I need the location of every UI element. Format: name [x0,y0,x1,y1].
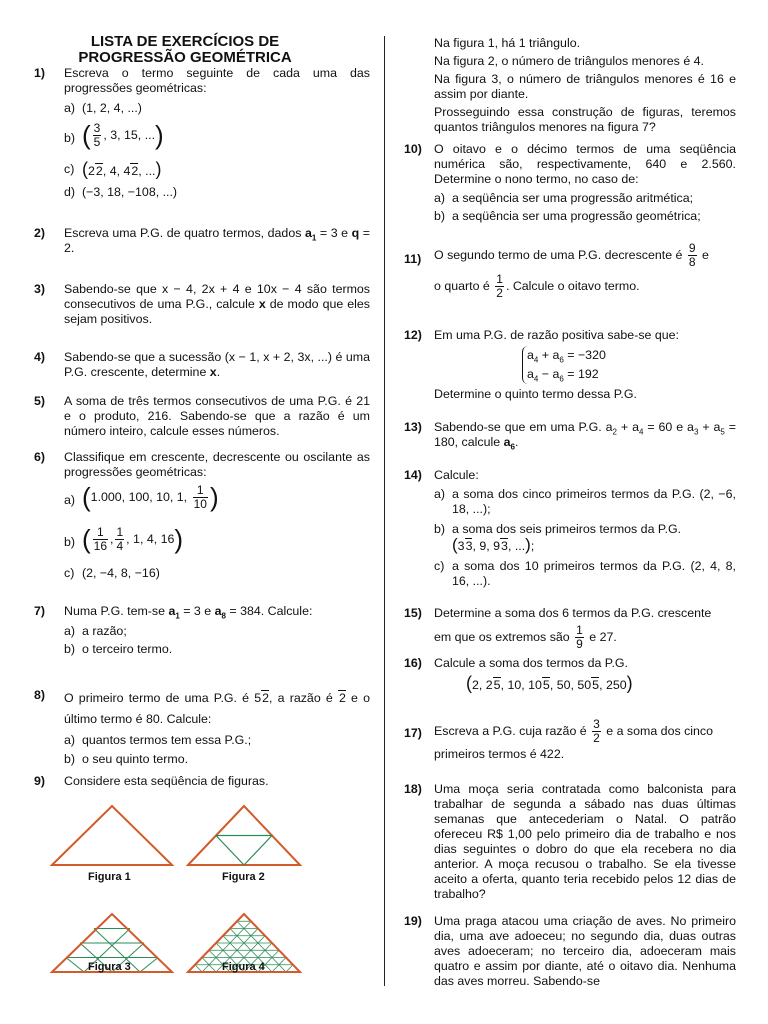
item-label: b) [434,522,446,536]
question-10 [404,142,736,224]
page-title [60,34,310,66]
item-d [64,185,370,200]
radical: 5 [542,678,550,692]
denominator: 2 [593,731,600,745]
figure-1-triangle [52,806,172,865]
item-a [434,487,736,517]
question-text: Calcule: [434,468,479,482]
text: Escreva a P.G. cuja razão é [434,723,587,738]
item-label: b) [64,642,76,656]
item-b [434,522,736,554]
triangle-figures-svg [48,800,308,980]
fraction [688,242,697,269]
question-number: 13) [404,420,422,434]
figure-3-caption: Figura 3 [88,961,131,973]
question-text-2: Determine o quinto termo dessa P.G. [434,387,637,401]
var: a [527,367,534,381]
item-label: c) [64,566,75,580]
question-text: O oitavo e o décimo termos de uma seqüência numérica são, respectivamente, 640 e 2.560. Determine o nono termo, no caso de: [434,142,736,186]
denominator: 16 [93,539,108,553]
question-number: 10) [404,142,422,156]
item-c [64,159,370,179]
text: e o último termo é 80. Calcule: [64,691,370,726]
numerator: 1 [93,526,108,540]
item-a [434,191,736,206]
question-text: Escreva o termo seguinte de cada uma das progressões geométricas: [64,66,370,95]
item-label: a) [64,493,76,507]
text: = −320 [563,348,606,362]
sequence-rest: , 3, 15, ... [103,127,156,142]
sub: 8 [221,611,226,621]
text: Sabendo-se que x − 4, 2x + 4 e 10x − 4 são termos consecutivos de uma P.G., calcule [64,282,370,311]
item-text: a soma dos 10 primeiros termos da P.G. (2, 4, 8, 16, ...). [452,559,736,588]
question-9-continuation [404,36,736,141]
item-b [64,122,370,156]
item-a [64,484,370,518]
denominator: 4 [116,539,124,553]
question-17 [404,718,736,762]
numerator: 1 [193,484,208,498]
numerator: 1 [496,272,503,286]
question-text: Considere esta seqüência de figuras. [64,774,269,788]
sub: 4 [533,355,539,365]
question-text [434,242,736,300]
question-18 [404,782,736,902]
numerator: 1 [116,525,124,539]
sub: 5 [720,427,725,437]
question-number: 17) [404,726,422,740]
item-text: (1.000, 100, 10, 1, $\frac{1}{10}$ ) [82,482,219,512]
text: . Calcule o oitavo termo. [505,278,640,293]
text: = 2. [64,226,371,255]
item-text: ( $\frac{3}{5}$ , 3, 15, ...) [82,120,164,150]
sub: 1 [175,611,180,621]
sub: 3 [693,427,699,437]
question-9-text [434,36,736,135]
item-label: b) [64,131,76,145]
question-number: 11) [404,252,422,266]
title-line-1: LISTA DE EXERCÍCIOS DE [90,33,280,50]
question-16 [404,656,736,693]
var: q [351,226,360,240]
sub: 1 [311,233,317,243]
question-2 [34,226,370,256]
text: ; [530,539,535,553]
var: a [527,348,534,362]
fraction [193,484,208,511]
question-5 [34,394,370,439]
question-text [64,688,370,730]
item-text: o seu quinto termo. [82,752,189,766]
equation-2 [527,365,606,384]
text: , 250 [599,678,627,692]
sequence: (2, 25, 10, 105, 50, 505, 250) [466,673,633,693]
denominator: 10 [193,497,207,511]
text: . [216,365,221,379]
question-number: 9) [34,774,46,788]
numerator: 1 [576,623,583,637]
sub: 2 [612,427,617,437]
question-number: 5) [34,394,46,408]
var: a [304,226,312,240]
text: Determine a soma dos 6 termos da P.G. crescente [434,606,712,620]
question-text: Em uma P.G. de razão positiva sabe-se que: [434,328,679,342]
text: em que os extremos são [434,629,570,644]
question-19 [404,914,736,989]
question-4 [34,350,370,380]
radical: 5 [592,678,600,692]
figure-2-caption: Figura 2 [222,871,265,883]
question-number: 7) [34,604,46,618]
var: a [168,604,176,618]
item-text: a seqüência ser uma progressão geométrica; [452,209,701,223]
item-c [64,566,370,581]
question-15 [404,606,736,651]
question-number: 2) [34,226,46,240]
fraction [115,526,124,553]
var: x [258,297,266,311]
numerator: 3 [593,717,600,731]
figure-4-caption: Figura 4 [222,961,265,973]
item-label: a) [64,733,76,747]
sequence-rest: , ... [507,539,526,553]
figure-1-caption: Figura 1 [88,871,131,883]
figure-2-triangle [188,806,300,865]
item-text: a razão; [82,624,127,638]
equation-1 [527,346,606,365]
item-a [64,733,370,748]
var: a [503,435,511,449]
text: e 27. [589,629,617,644]
text: , a razão é [269,691,338,705]
item-text: a soma dos seis primeiros termos da P.G. (33, 9, 93, ...); [452,522,682,554]
equation-system [522,346,736,384]
question-13 [404,420,736,450]
question-number: 8) [34,688,46,702]
text: O primeiro termo de uma P.G. é 5 [64,691,262,705]
fraction [592,718,601,745]
text: 2, 2 [472,678,493,692]
question-7 [34,604,370,657]
question-1 [34,66,370,200]
text: e a soma dos cinco [606,723,714,738]
question-number: 16) [404,656,422,670]
sequence-rest: , 1, 4, 16 [126,531,175,546]
question-text [64,604,370,619]
sequence-mid: , 9, 9 [472,539,501,553]
fraction [495,273,504,300]
sequence-rest: , ... [138,164,156,178]
paragraph: Na figura 3, o número de triângulos menores é 16 e assim por diante. [434,72,736,101]
question-number: 4) [34,350,46,364]
text: , 50, 50 [549,678,592,692]
sub: 6 [510,442,515,452]
text: primeiros termos é 422. [434,747,565,761]
text: = 192 [563,367,599,381]
coef: 3 [457,539,465,553]
question-text [434,606,736,651]
item-text: o terceiro termo. [82,642,173,656]
item-b [64,526,370,560]
text: = 384. Calcule: [225,604,313,618]
text: + a [698,420,721,434]
sequence-start: 1.000, 100, 10, 1, [90,489,191,504]
item-label: c) [434,559,445,573]
question-text: Classifique em crescente, decrescente ou oscilante as progressões geométricas: [64,450,370,479]
item-text: (2, −4, 8, −16) [82,566,160,580]
question-number: 14) [404,468,422,482]
radical: 3 [465,539,473,553]
item-label: a) [434,191,446,205]
denominator: 8 [688,255,696,269]
question-6 [34,450,370,581]
sequence-mid: , 4, 4 [102,164,131,178]
radical: 5 [493,678,501,692]
sub: 4 [638,427,644,437]
text: = 3 e [316,226,352,240]
item-text: ( $\frac{1}{16}$ , $\frac{1}{4}$ , 1, 4, 16) [82,524,184,554]
item-b [434,209,736,224]
item-text: (1, 2, 4, ...) [82,101,142,115]
question-text: Calcule a soma dos termos da P.G. [434,656,628,670]
question-8 [34,688,370,767]
item-label: c) [64,162,75,176]
text: = 180, calcule [434,420,736,449]
question-3 [34,282,370,327]
system-brace [522,346,606,384]
question-12 [404,328,736,402]
text: = 60 e a [643,420,694,434]
text: Numa P.G. tem-se [64,604,169,618]
text: e [702,247,709,262]
question-number: 3) [34,282,46,296]
paragraph: Prosseguindo essa construção de figuras, teremos quantos triângulos menores na figura 7? [434,105,736,134]
item-label: a) [434,487,446,501]
item-b [64,642,370,657]
triangle-figures [48,800,308,980]
question-11 [404,242,736,300]
numerator: 3 [93,121,101,135]
text: − a [538,367,560,381]
sub: 6 [559,355,564,365]
item-label: d) [64,185,76,199]
denominator: 2 [496,286,503,300]
column-divider [384,36,385,986]
numerator: 9 [688,241,696,255]
question-number: 1) [34,66,46,80]
item-text: (−3, 18, −108, ...) [82,185,178,199]
text: O segundo termo de uma P.G. decrescente é [434,247,683,262]
question-text [64,282,370,327]
fraction [93,122,102,149]
sub: 6 [559,374,564,384]
text: de modo que eles sejam positivos. [64,297,370,326]
item-text: a soma dos cinco primeiros termos da P.G. (2, −6, 18, ...); [452,487,736,516]
item-label: b) [434,209,446,223]
question-text: Uma praga atacou uma criação de aves. No primeiro dia, uma ave adoeceu; no segundo dia, duas outras aves adoeceram; no terceiro dia, adoeceram mais quatro e assim por diante, até o oitavo dia. Nenhuma das aves morreu. Sabendo-se [434,914,736,988]
fraction [93,526,108,553]
text: a soma dos seis primeiros termos da P.G. [452,522,682,536]
question-number: 18) [404,782,422,796]
question-number: 12) [404,328,422,342]
question-text: A soma de três termos consecutivos de uma P.G. é 21 e o produto, 216. Sabendo-se que a razão é um número inteiro, calcule esses números. [64,394,370,438]
text: Escreva uma P.G. de quatro termos, dados [64,226,305,240]
paragraph: Na figura 1, há 1 triângulo. [434,36,581,50]
question-text: Uma moça seria contratada como balconista para trabalhar de segunda a sábado nas duas últimas semanas que antecederiam o Natal. O patrão ofereceu R$ 1,00 pelo primeiro dia de trabalho e nos dias seguintes o dobro do que ela recebera no dia anterior. A moça recusou o trabalho. Se ela tivesse aceito a oferta, quanto teria recebido pelos 12 dias de trabalho? [434,782,736,901]
title-line-2: PROGRESSÃO GEOMÉTRICA [78,49,292,66]
item-text: quantos termos tem essa P.G.; [82,733,252,747]
radical: 2 [95,164,103,178]
question-number: 15) [404,606,422,620]
text: Sabendo-se que a sucessão (x − 1, x + 2, 3x, ...) é uma P.G. crescente, determine [64,350,370,379]
question-text [64,350,370,380]
text: . [514,435,519,449]
item-label: a) [64,101,76,115]
text: + a [538,348,560,362]
question-text [434,420,736,450]
var: x [209,365,217,379]
fraction [575,624,584,651]
item-b [64,752,370,767]
item-a [64,624,370,639]
item-label: b) [64,752,76,766]
question-number: 19) [404,914,422,928]
text: Sabendo-se que em uma P.G. a [434,420,613,434]
sub: 4 [533,374,539,384]
item-text: a seqüência ser uma progressão aritmética; [452,191,694,205]
item-c [434,559,736,589]
radical: 3 [501,539,508,553]
radical: 2 [338,691,346,705]
denominator: 5 [93,135,101,149]
question-text [434,718,736,762]
radical: 2 [262,691,270,705]
denominator: 9 [576,637,583,651]
var: a [214,604,222,618]
radical: 2 [131,164,139,178]
text: o quarto é [434,278,490,293]
text: , 10, 10 [500,678,542,692]
item-label: a) [64,624,76,638]
question-14 [404,468,736,589]
item-text: (22, 4, 42, ...) [82,159,162,179]
text: = 3 e [179,604,215,618]
item-label: b) [64,535,76,549]
coef: 2 [88,164,95,178]
question-number: 6) [34,450,46,464]
item-a [64,101,370,116]
question-9 [34,774,370,789]
text: + a [616,420,639,434]
paragraph: Na figura 2, o número de triângulos menores é 4. [434,54,704,68]
question-text [64,226,370,256]
